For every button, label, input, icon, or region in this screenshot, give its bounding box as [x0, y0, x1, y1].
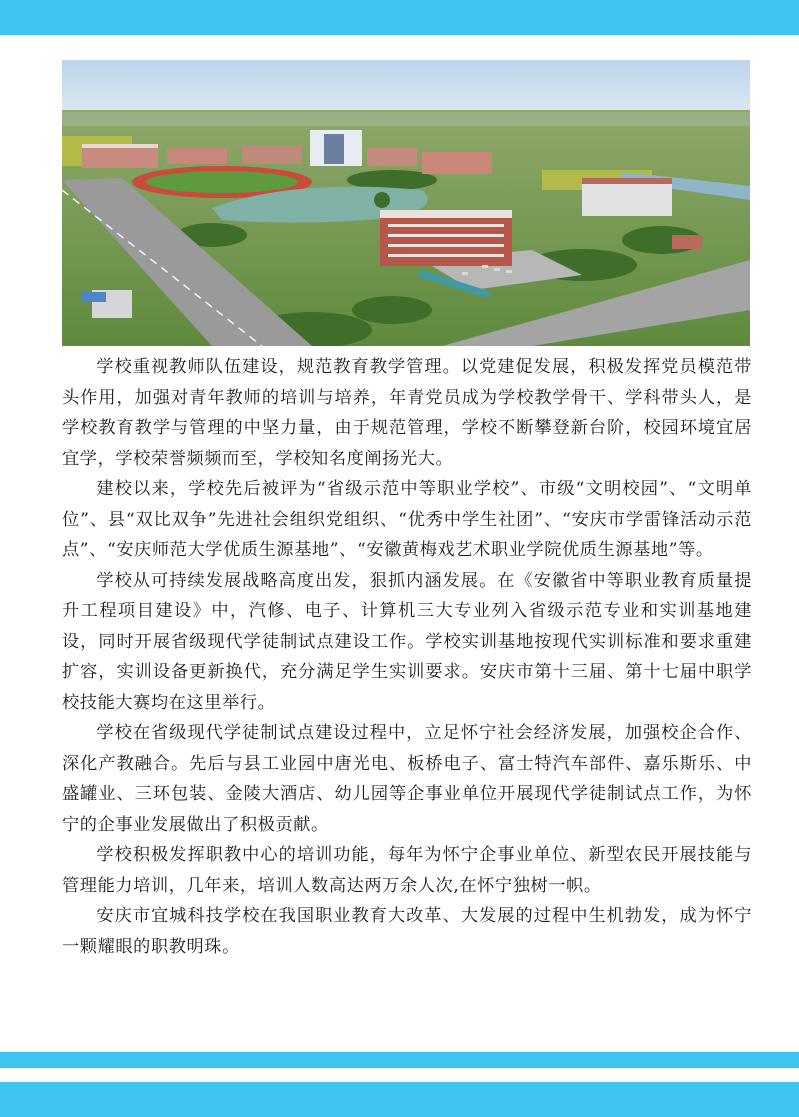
paragraph-conclusion: 安庆市宜城科技学校在我国职业教育大改革、大发展的过程中生机勃发，成为怀宁一颗耀眼的职教明珠。 — [62, 906, 752, 957]
paragraph-training: 学校积极发挥职教中心的培训功能，每年为怀宁企事业单位、新型农民开展技能与管理能力培训，几年来，培训人数高达两万余人次,在怀宁独树一帜。 — [62, 845, 752, 896]
article-body — [62, 352, 752, 962]
campus-aerial-illustration — [62, 60, 750, 346]
paragraph-teacher-team: 学校重视教师队伍建设，规范教育教学管理。以党建促发展，积极发挥党员模范带头作用，加强对青年教师的培训与培养，年青党员成为学校教学骨干、学科带头人，是学校教育教学与管理的中坚力量，由于规范管理，学校不断攀登新台阶，校园环境宜居宜学，学校荣誉频频而至，学校知名度阐扬光大。 — [62, 357, 752, 469]
bottom-thin-color-band — [0, 1052, 799, 1068]
paragraph-apprenticeship: 学校在省级现代学徒制试点建设过程中，立足怀宁社会经济发展，加强校企合作、深化产教融合。先后与县工业园中唐光电、板桥电子、富士特汽车部件、嘉乐斯乐、中盛罐业、三环包装、金陵大酒店、幼儿园等企事业单位开展现代学徒制试点工作，为怀宁的企事业发展做出了积极贡献。 — [62, 723, 752, 835]
top-color-band — [0, 0, 799, 35]
paragraph-honors: 建校以来，学校先后被评为“省级示范中等职业学校”、市级“文明校园”、“文明单位”、县“双比双争”先进社会组织党组织、“优秀中学生社团”、“安庆市学雷锋活动示范点”、“安庆师范大学优质生源基地”、“安徽黄梅戏艺术职业学院优质生源基地”等。 — [62, 479, 752, 560]
campus-aerial-photo — [62, 60, 750, 346]
bottom-color-band — [0, 1082, 799, 1117]
paragraph-connotation-development: 学校从可持续发展战略高度出发，狠抓内涵发展。在《安徽省中等职业教育质量提升工程项目建设》中，汽修、电子、计算机三大专业列入省级示范专业和实训基地建设，同时开展省级现代学徒制试点建设工作。学校实训基地按现代实训标准和要求重建扩容，实训设备更新换代，充分满足学生实训要求。安庆市第十三届、第十七届中职学校技能大赛均在这里举行。 — [62, 570, 752, 713]
